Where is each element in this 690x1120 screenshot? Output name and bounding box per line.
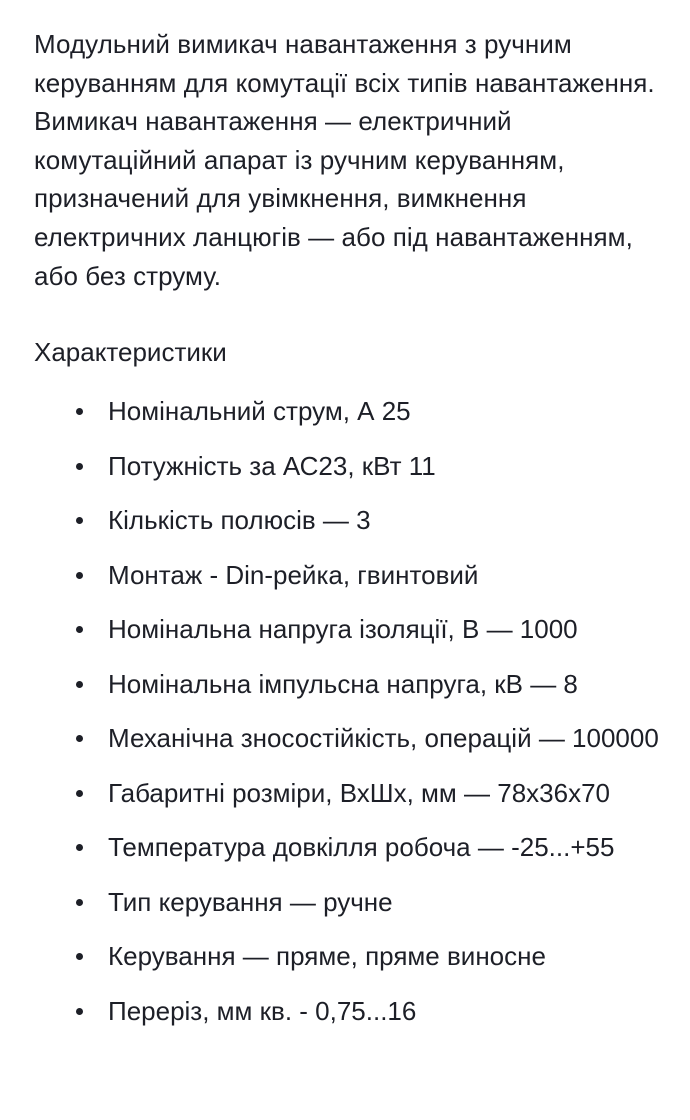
spec-text: Номінальна імпульсна напруга, кВ — 8	[108, 668, 578, 699]
bullet-icon	[76, 790, 83, 797]
list-item	[34, 610, 664, 648]
bullet-icon	[76, 572, 83, 579]
list-item	[34, 392, 664, 430]
list-item	[34, 937, 664, 975]
bullet-icon	[76, 463, 83, 470]
list-item	[34, 501, 664, 539]
spec-text: Температура довкілля робоча — -25...+55	[108, 832, 615, 863]
list-item	[34, 665, 664, 703]
spec-text: Потужність за АС23, кВт 11	[108, 450, 436, 481]
spec-text: Номінальна напруга ізоляції, В — 1000	[108, 614, 578, 645]
list-item	[34, 556, 664, 594]
spec-text: Переріз, мм кв. - 0,75...16	[108, 995, 417, 1026]
list-item	[34, 447, 664, 485]
spec-text: Кількість полюсів — 3	[108, 505, 371, 536]
bullet-icon	[76, 899, 83, 906]
spec-text: Монтаж - Din-рейка, гвинтовий	[108, 559, 479, 590]
spec-text: Номінальний струм, А 25	[108, 396, 411, 427]
spec-text: Габаритні розміри, ВхШх, мм — 78х36х70	[108, 777, 610, 808]
list-item	[34, 883, 664, 921]
characteristics-heading: Характеристики	[34, 337, 227, 368]
spec-text: Тип керування — ручне	[108, 886, 393, 917]
spec-text: Механічна зносостійкість, операцій — 100000	[108, 723, 659, 754]
list-item	[34, 774, 664, 812]
product-description: Модульний вимикач навантаження з ручним керуванням для комутації всіх типів навантаження. Вимикач навантаження — електричний комутаційний апарат із ручним керуванням, призначений для увімкнення, вимкнення електричних ланцюгів — або під навантаженням, або без струму.	[34, 29, 655, 291]
bullet-icon	[76, 1008, 83, 1015]
list-item	[34, 828, 664, 866]
bullet-icon	[76, 681, 83, 688]
characteristics-list	[34, 392, 664, 1030]
spec-text: Керування — пряме, пряме виносне	[108, 941, 546, 972]
list-item	[34, 992, 664, 1030]
list-item	[34, 719, 664, 757]
